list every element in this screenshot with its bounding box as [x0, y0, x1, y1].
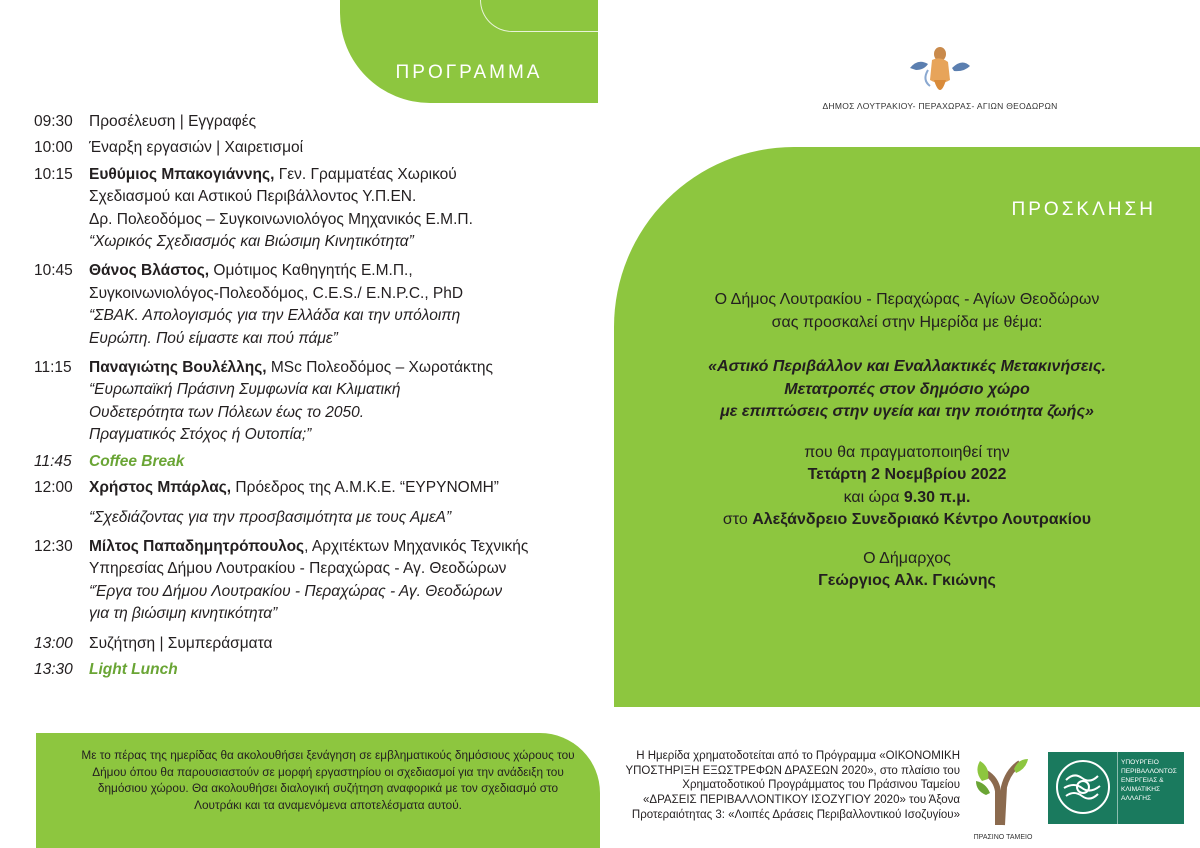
schedule-text: Έναρξη εργασιών | Χαιρετισμοί	[89, 139, 304, 157]
schedule-time: 12:30	[34, 537, 73, 555]
speaker-role: , Αρχιτέκτων Μηχανικός Τεχνικής	[304, 537, 529, 555]
funding-note	[598, 749, 960, 823]
speaker-name: Θάνος Βλάστος,	[89, 262, 210, 280]
program-header	[340, 0, 598, 103]
schedule-time: 11:15	[34, 359, 72, 377]
schedule	[34, 111, 604, 681]
coffee-break: Coffee Break	[89, 452, 185, 470]
tour-note	[36, 733, 600, 848]
schedule-time: 12:00	[34, 479, 73, 497]
schedule-text: Προσέλευση | Εγγραφές	[89, 113, 257, 130]
speaker-name: Χρήστος Μπάρλας,	[89, 479, 232, 497]
invitation-body	[614, 289, 1200, 593]
talk-topic: “Έργα του Δήμου Λουτρακίου - Περαχώρας - Αγ. Θεοδώρων	[89, 582, 503, 600]
ministry-line: ΥΠΟΥΡΓΕΙΟ	[1121, 759, 1159, 766]
ministry-logo	[1048, 752, 1184, 824]
speaker-role: Υπηρεσίας Δήμου Λουτρακίου - Περαχώρας - Αγ. Θεοδώρων	[89, 560, 507, 578]
funding-line: ΥΠΟΣΤΗΡΙΞΗ ΕΞΩΣΤΡΕΦΩΝ ΔΡΑΣΕΩΝ 2020», στο πλαίσιο του	[625, 764, 960, 777]
invitation-title: ΠΡΟΣΚΛΗΣΗ	[1011, 199, 1156, 220]
invitation-theme: με επιπτώσεις στην υγεία και την ποιότητα ζωής»	[720, 403, 1094, 420]
schedule-row	[34, 137, 604, 159]
talk-topic: “Σχεδιάζοντας για την προσβασιμότητα με τους ΑμεΑ”	[89, 508, 452, 526]
invitation-intro: Ο Δήμος Λουτρακίου - Περαχώρας - Αγίων Θεοδώρων	[714, 291, 1100, 308]
invitation-theme: «Αστικό Περιβάλλον και Εναλλακτικές Μετακινήσεις.	[708, 358, 1106, 375]
ministry-emblem-icon	[1054, 758, 1112, 816]
ministry-line: ΠΕΡΙΒΑΛΛΟΝΤΟΣ	[1121, 768, 1177, 775]
speaker-name: Παναγιώτης Βουλέλλης,	[89, 359, 267, 377]
schedule-row	[34, 357, 604, 447]
schedule-text: Συζήτηση | Συμπεράσματα	[89, 634, 273, 652]
schedule-time: 10:45	[34, 262, 73, 280]
speaker-role: Σχεδιασμού και Αστικού Περιβάλλοντος Υ.Π.ΕΝ.	[89, 188, 417, 206]
invitation-date: Τετάρτη 2 Νοεμβρίου 2022	[807, 466, 1007, 483]
schedule-row	[34, 659, 604, 681]
ministry-line: ΕΝΕΡΓΕΙΑΣ &	[1121, 777, 1164, 784]
municipality-caption: ΔΗΜΟΣ ΛΟΥΤΡΑΚΙΟΥ- ΠΕΡΑΧΩΡΑΣ- ΑΓΙΩΝ ΘΕΟΔΩΡΩΝ	[822, 101, 1058, 111]
schedule-row	[34, 260, 604, 350]
schedule-time: 10:15	[34, 165, 73, 183]
schedule-time: 13:30	[34, 660, 73, 678]
invitation-time: 9.30 π.μ.	[903, 488, 971, 506]
speaker-role: Ομότιμος Καθηγητής Ε.Μ.Π.,	[209, 262, 413, 280]
mayor-name: Γεώργιος Αλκ. Γκιώνης	[818, 572, 996, 589]
speaker-name: Μίλτος Παπαδημητρόπουλος	[89, 537, 305, 555]
talk-topic: “ΣΒΑΚ. Απολογισμός για την Ελλάδα και την υπόλοιπη	[89, 307, 461, 325]
talk-topic: “Ευρωπαϊκή Πράσινη Συμφωνία και Κλιματική	[89, 381, 401, 399]
invitation-intro: σας προσκαλεί στην Ημερίδα με θέμα:	[771, 313, 1043, 331]
speaker-role: Συγκοινωνιολόγος-Πολεοδόμος, C.E.S./ E.N.P.C., PhD	[89, 284, 464, 302]
talk-topic: “Χωρικός Σχεδιασμός και Βιώσιμη Κινητικότητα”	[89, 233, 414, 251]
funding-line: «ΔΡΑΣΕΙΣ ΠΕΡΙΒΑΛΛΟΝΤΙΚΟΥ ΙΣΟΖΥΓΙΟΥ 2020» του Άξονα	[643, 794, 960, 807]
invitation-when: που θα πραγματοποιηθεί την	[804, 443, 1010, 461]
talk-topic: Ουδετερότητα των Πόλεων έως το 2050.	[89, 403, 365, 421]
schedule-time: 13:00	[34, 634, 73, 652]
ministry-line: ΚΛΙΜΑΤΙΚΗΣ	[1121, 786, 1161, 793]
talk-topic: Πραγματικός Στόχος ή Ουτοπία;”	[89, 426, 312, 444]
funding-line: Η Ημερίδα χρηματοδοτείται από το Πρόγραμμα «ΟΙΚΟΝΟΜΙΚΗ	[636, 750, 960, 762]
program-title: ΠΡΟΓΡΑΜΜΑ	[395, 62, 543, 83]
invitation-theme: Μετατροπές στον δημόσιο χώρο	[784, 380, 1030, 398]
ministry-line: ΑΛΛΑΓΗΣ	[1121, 795, 1152, 802]
invitation-venue: Αλεξάνδρειο Συνεδριακό Κέντρο Λουτρακίου	[752, 511, 1092, 528]
schedule-row	[34, 451, 604, 473]
funding-line: Χρηματοδοτικού Προγράμματος του Πράσινου Ταμείου	[682, 779, 960, 792]
speaker-role: MSc Πολεοδόμος – Χωροτάκτης	[266, 359, 493, 377]
municipality-logo-icon	[880, 40, 1000, 100]
funding-line: Προτεραιότητας 3: «Λοιπές Δράσεις Περιβαλλοντικού Ισοζυγίου»	[631, 808, 960, 821]
talk-topic: για τη βιώσιμη κινητικότητα”	[89, 605, 278, 623]
invitation-venue-prefix: στο	[722, 511, 753, 528]
schedule-time: 09:30	[34, 113, 73, 130]
talk-topic: Ευρώπη. Πού είμαστε και πού πάμε”	[89, 329, 338, 347]
speaker-name: Ευθύμιος Μπακογιάννης,	[89, 165, 275, 183]
speaker-role: Πρόεδρος της Α.Μ.Κ.Ε. “ΕΥΡΥΝΟΜΗ”	[231, 479, 499, 497]
decorative-swirl	[480, 0, 600, 32]
mayor-title: Ο Δήμαρχος	[863, 549, 951, 567]
schedule-row	[34, 536, 604, 626]
schedule-row	[34, 111, 604, 133]
green-fund-caption: ΠΡΑΣΙΝΟ ΤΑΜΕΙΟ	[973, 834, 1033, 841]
invitation-panel	[614, 147, 1200, 707]
light-lunch: Light Lunch	[89, 660, 178, 678]
invitation-time-prefix: και ώρα	[843, 488, 904, 506]
tour-note-text: Με το πέρας της ημερίδας θα ακολουθήσει ξενάγηση σε εμβληματικούς δημόσιους χώρους του Δήμου όπου θα παρουσιαστούν σε μορφή εργαστηρίου οι σχεδιασμοί για την ανάδειξη του δημόσιου χώρου. Θα ακολουθήσει διαλογική συζήτηση αναφορικά με τον σχεδιασμό στο Λουτράκι και τα αναμενόμενα αποτελέσματα αυτού.	[81, 748, 575, 812]
speaker-role: Γεν. Γραμματέας Χωρικού	[274, 165, 457, 183]
schedule-time: 10:00	[34, 139, 73, 157]
speaker-role: Δρ. Πολεοδόμος – Συγκοινωνιολόγος Μηχανικός Ε.Μ.Π.	[89, 210, 473, 228]
green-fund-logo-icon	[972, 751, 1034, 841]
schedule-time: 11:45	[34, 452, 72, 470]
schedule-row	[34, 164, 604, 254]
schedule-row	[34, 633, 604, 655]
schedule-row	[34, 477, 604, 529]
ministry-name	[1121, 758, 1183, 803]
